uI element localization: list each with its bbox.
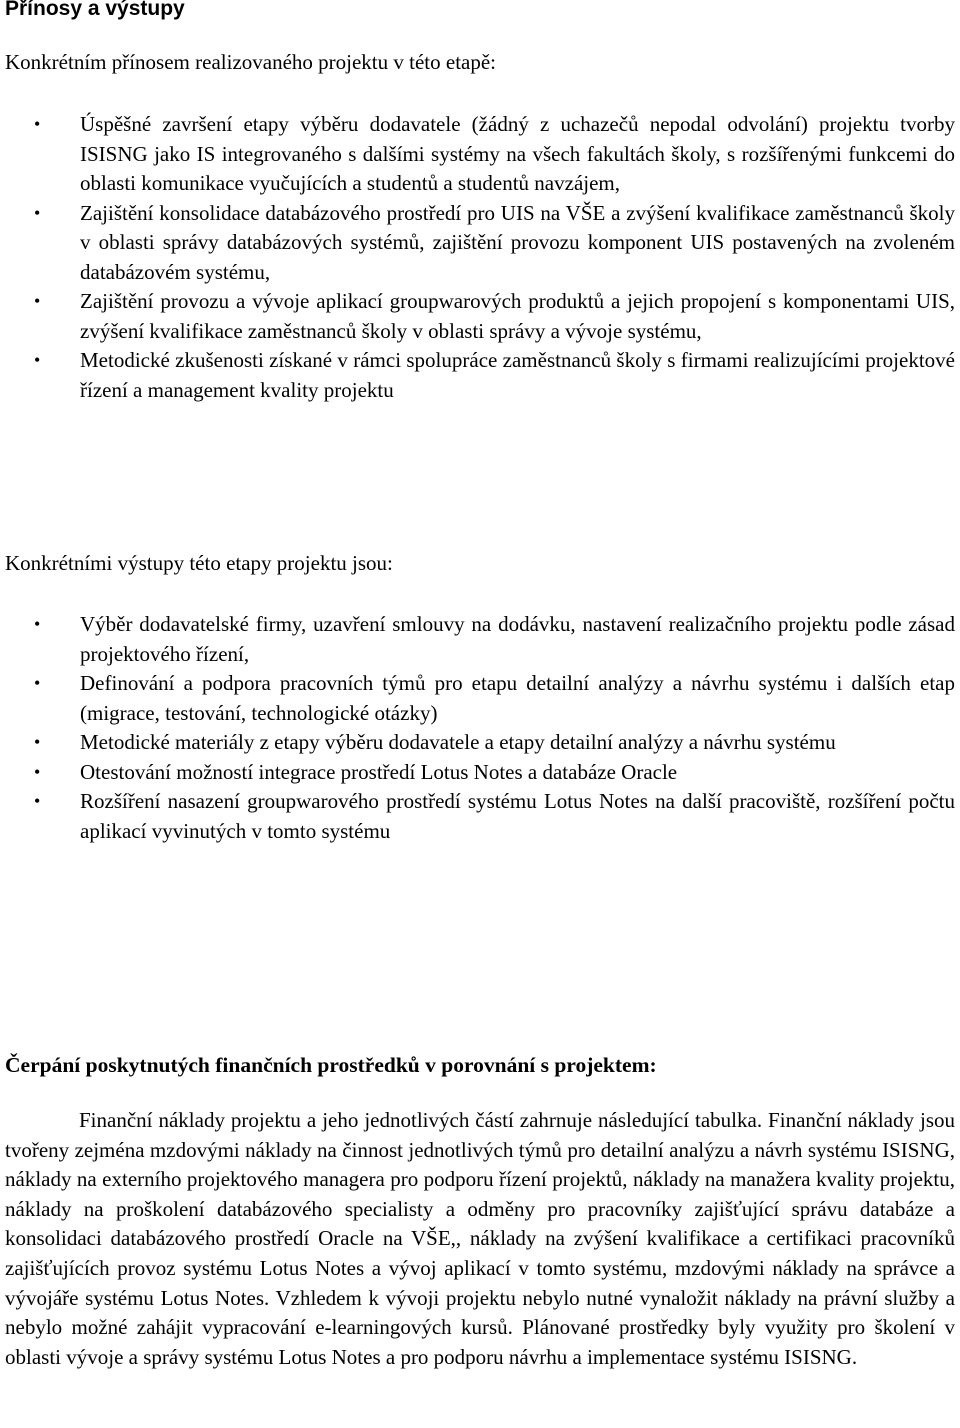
outputs-list: [5, 610, 955, 846]
benefits-intro: Konkrétním přínosem realizovaného projektu v této etapě:: [5, 50, 497, 74]
list-item: [5, 287, 955, 346]
list-item: [5, 110, 955, 199]
list-item: [5, 728, 955, 758]
section-heading-benefits-outputs: Přínosy a výstupy: [5, 0, 185, 20]
bullet-icon: •: [34, 350, 41, 370]
list-item: [5, 346, 955, 405]
list-item-text: Zajištění provozu a vývoje aplikací groupwarových produktů a jejich propojení s komponentami UIS, zvýšení kvalifikace zaměstnanců školy v oblasti správy a vývoje systému,: [80, 289, 955, 343]
benefits-list: [5, 110, 955, 405]
bullet-icon: •: [34, 291, 41, 311]
bullet-icon: •: [34, 202, 41, 223]
list-item: [5, 787, 955, 846]
list-item-text: Definování a podpora pracovních týmů pro etapu detailní analýzy a návrhu systému i dalších etap (migrace, testování, technologické otázky): [80, 671, 955, 725]
list-item-text: Výběr dodavatelské firmy, uzavření smlouvy na dodávku, nastavení realizačního projektu podle zásad projektového řízení,: [80, 612, 955, 666]
section-heading-financial: Čerpání poskytnutých finančních prostředků v porovnání s projektem:: [5, 1053, 657, 1077]
bullet-icon: •: [34, 791, 41, 811]
list-item-text: Rozšíření nasazení groupwarového prostředí systému Lotus Notes na další pracoviště, rozšíření počtu aplikací vyvinutých v tomto systému: [80, 789, 955, 843]
list-item: [5, 610, 955, 669]
list-item: [5, 758, 955, 788]
list-item: [5, 199, 955, 288]
list-item-text: Zajištění konsolidace databázového prostředí pro UIS na VŠE a zvýšení kvalifikace zaměstnanců školy v oblasti správy databázových systémů, zajištění provozu komponent UIS postavených na zvoleném databázovém systému,: [80, 200, 955, 284]
bullet-icon: •: [34, 732, 41, 752]
outputs-intro: Konkrétními výstupy této etapy projektu jsou:: [5, 551, 393, 575]
bullet-icon: •: [34, 614, 41, 634]
bullet-icon: •: [34, 114, 41, 134]
list-item: [5, 669, 955, 728]
financial-paragraph: Finanční náklady projektu a jeho jednotlivých částí zahrnuje následující tabulka. Finanční náklady jsou tvořeny zejména mzdovými náklady na činnost jednotlivých týmů pro detailní analýzu a návrh systému ISISNG, náklady na externího projektového managera pro podporu řízení projektů, náklady na manažera kvality projektu, náklady na proškolení databázového specialisty a odměny pro pracovníky zajišťující správu databáze a konsolidaci databázového prostředí Oracle na VŠE,, náklady na zvýšení kvalifikace a certifikaci pracovníků zajišťujících provoz systému Lotus Notes a vývoj aplikací v tomto systému, mzdovými náklady na správce a vývojáře systému Lotus Notes. Vzhledem k vývoji projektu nebylo nutné vynaložit náklady na právní služby a nebylo možné zahájit vypracování e-learningových kursů. Plánované prostředky byly využity pro školení v oblasti vývoje a správy systému Lotus Notes a pro podporu návrhu a implementace systému ISISNG.: [5, 1108, 955, 1369]
bullet-icon: •: [34, 761, 41, 782]
list-item-text: Metodické zkušenosti získané v rámci spolupráce zaměstnanců školy s firmami realizujícími projektové řízení a management kvality projektu: [80, 348, 955, 402]
list-item-text: Otestování možností integrace prostředí Lotus Notes a databáze Oracle: [80, 759, 678, 784]
list-item-text: Metodické materiály z etapy výběru dodavatele a etapy detailní analýzy a návrhu systému: [80, 730, 836, 754]
list-item-text: Úspěšné završení etapy výběru dodavatele (žádný z uchazečů nepodal odvolání) projektu tvorby ISISNG jako IS integrovaného s dalšími systémy na všech fakultách školy, s rozšířenými funkcemi do oblasti komunikace vyučujících a studentů a studentů navzájem,: [80, 112, 955, 195]
bullet-icon: •: [34, 673, 41, 693]
